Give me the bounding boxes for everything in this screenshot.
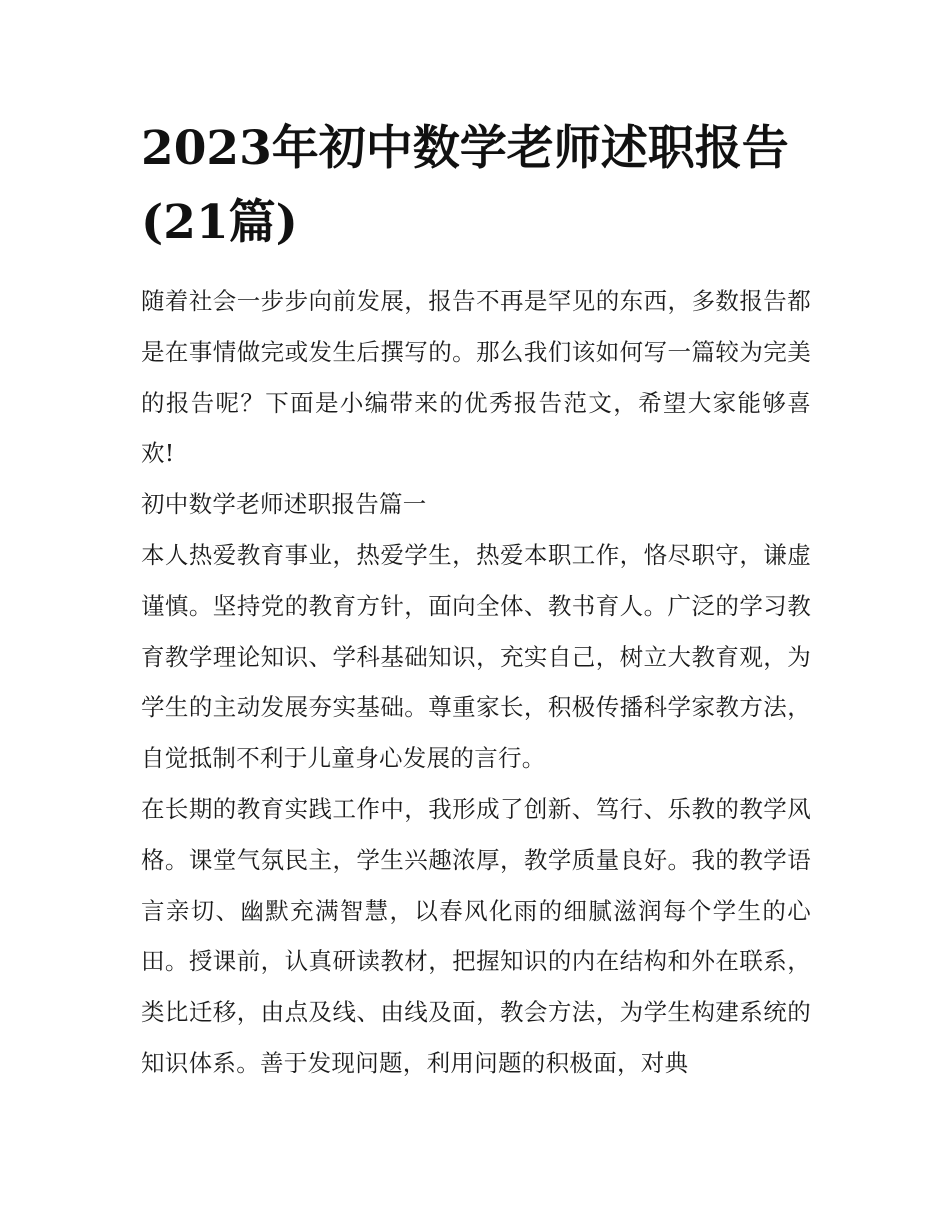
document-title: 2023年初中数学老师述职报告(21篇): [141, 121, 789, 250]
section-heading: 初中数学老师述职报告篇一: [141, 490, 427, 519]
intro-paragraph: 随着社会一步步向前发展，报告不再是罕见的东西，多数报告都是在事情做完或发生后撰写的。那么我们该如何写一篇较为完美的报告呢？下面是小编带来的优秀报告范文，希望大家能够喜欢!: [141, 287, 811, 468]
document-body: [141, 276, 811, 1089]
body-paragraph-2: 在长期的教育实践工作中，我形成了创新、笃行、乐教的教学风格。课堂气氛民主，学生兴趣浓厚，教学质量良好。我的教学语言亲切、幽默充满智慧，以春风化雨的细腻滋润每个学生的心田。授课前，认真研读教材，把握知识的内在结构和外在联系，类比迁移，由点及线、由线及面，教会方法，为学生构建系统的知识体系。善于发现问题，利用问题的积极面，对典: [141, 794, 811, 1077]
body-paragraph-1: 本人热爱教育事业，热爱学生，热爱本职工作，恪尽职守，谦虚谨慎。坚持党的教育方针，面向全体、教书育人。广泛的学习教育教学理论知识、学科基础知识，充实自己，树立大教育观，为学生的主动发展夯实基础。尊重家长，积极传播科学家教方法，自觉抵制不利于儿童身心发展的言行。: [141, 540, 811, 773]
